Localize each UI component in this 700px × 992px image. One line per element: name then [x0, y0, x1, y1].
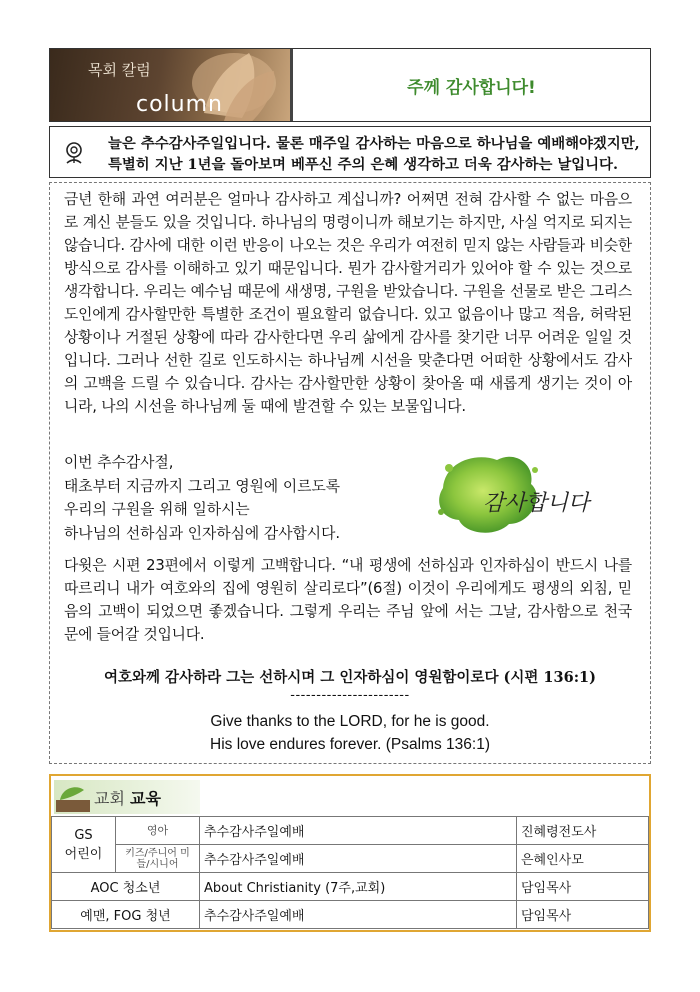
- education-header: [51, 776, 649, 816]
- praying-hands-banner: [50, 49, 293, 121]
- poem-line: 태초부터 지금까지 그리고 영원에 이르도록: [64, 477, 341, 495]
- table-row: [52, 873, 649, 901]
- verse-english: [0, 710, 700, 756]
- table-row: [52, 845, 649, 873]
- poem-line: 이번 추수감사절,: [64, 454, 174, 471]
- group-cell: AOC 청소년: [52, 873, 200, 901]
- group-gs: GS: [74, 827, 93, 843]
- column-title: 주께 감사합니다!: [407, 77, 536, 98]
- leader-cell: 담임목사: [517, 901, 649, 929]
- poem: [64, 451, 340, 545]
- education-section: [49, 774, 651, 932]
- verse-korean: 여호와께 감사하라 그는 선하시며 그 인자하심이 영원함이로다 (시편 136:1): [103, 669, 596, 686]
- program-cell: 추수감사주일예배: [200, 845, 517, 873]
- leader-cell: 진혜령전도사: [517, 817, 649, 845]
- flower-bullet-icon: [63, 141, 85, 167]
- summary-text: 늘은 추수감사주일입니다. 물론 매주일 감사하는 마음으로 하나님을 예배해야겠지만, 특별히 지난 1년을 돌아보며 베푸신 주의 은혜 생각하고 더욱 감사하는 날입니다.: [108, 135, 640, 173]
- table-row: [52, 901, 649, 929]
- leaf-icon: [54, 780, 94, 814]
- summary-box: [49, 126, 651, 178]
- verse-english-line-1: Give thanks to the LORD, for he is good.: [210, 713, 490, 730]
- table-row: [52, 817, 649, 845]
- thanks-calligraphy-art: [435, 450, 605, 542]
- subgroup-cell: 키즈/주니어 미들/시니어: [116, 845, 200, 873]
- poem-line: 우리의 구원을 위해 일하시는: [64, 501, 250, 518]
- verse-english-line-2: His love endures forever. (Psalms 136:1): [210, 736, 490, 753]
- education-table: [51, 816, 649, 929]
- body-paragraph-1: 금년 한해 과연 여러분은 얼마나 감사하고 계십니까? 어쩌면 전혀 감사할 수 없는 마음으로 계신 분들도 있을 것입니다. 하나님의 명령이니까 해보기는 하지만, 사실 억지로 되지는 않습니다. 감사에 대한 이런 반응이 나오는 것은 우리가 여전히 믿지 않는 사람들과 비슷한 방식으로 감사를 이해하고 있기 때문입니다. 뭔가 감사할거리가 있어야 할 수 있는 것으로 생각합니다. 우리는 예수님 때문에 새생명, 구원을 받았습니다. 구원을 선물로 받은 그리스도인에게 감사할만한 특별한 조건이 필요할리 없습니다. 있고 없음이나 많고 적음, 허락된 상황이나 거절된 상황에 따라 감사한다면 우리 삶에게 감사를 찾기란 너무 어려운 일일 것입니다. 그러나 선한 길로 인도하시는 하나님께 시선을 맞춘다면 어떠한 상황에서도 감사의 고백을 드릴 수 있습니다. 감사는 감사할만한 상황이 찾아올 때 새롭게 생기는 것이 아니라, 나의 시선을 하나님께 둘 때에 발견할 수 있는 보물입니다.: [64, 191, 632, 415]
- column-word: column: [136, 92, 223, 117]
- column-header: [49, 48, 651, 122]
- leader-cell: 담임목사: [517, 873, 649, 901]
- education-banner: [54, 780, 200, 814]
- program-cell: About Christianity (7주,교회): [200, 873, 517, 901]
- leader-cell: 은혜인사모: [517, 845, 649, 873]
- separator-line: -----------------------: [290, 688, 410, 703]
- subgroup-cell: 영아: [116, 817, 200, 845]
- group-cell: [52, 817, 116, 873]
- poem-line: 하나님의 선하심과 인자하심에 감사합시다.: [64, 524, 341, 542]
- body-paragraph-2: 다윗은 시편 23편에서 이렇게 고백합니다. “내 평생에 선하심과 인자하심이 반드시 나를 따르리니 내가 여호와의 집에 영원히 살리로다”(6절) 이것이 우리에게도 평생의 외침, 믿음의 고백이 되었으면 좋겠습니다. 그렇게 우리는 주님 앞에 서는 그날, 감사함으로 천국 문에 들어갈 것입니다.: [64, 557, 632, 643]
- program-cell: 추수감사주일예배: [200, 817, 517, 845]
- art-text: 감사합니다: [483, 491, 590, 516]
- education-banner-bold: 교육: [130, 789, 161, 808]
- group-children: 어린이: [64, 846, 103, 862]
- education-banner-prefix: 교회: [94, 789, 125, 808]
- group-cell: 예맨, FOG 청년: [52, 901, 200, 929]
- column-label: 목회 칼럼: [88, 61, 151, 79]
- program-cell: 추수감사주일예배: [200, 901, 517, 929]
